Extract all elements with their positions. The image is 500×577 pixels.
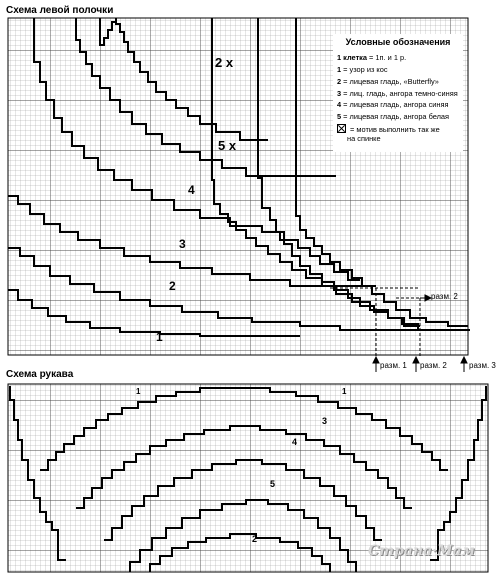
legend bbox=[333, 34, 463, 152]
cross-box-icon bbox=[337, 124, 346, 133]
legend-item: 1 = узор из кос bbox=[337, 65, 388, 74]
sleeve-label-5: 5 bbox=[270, 479, 276, 489]
legend-cell-row: 1 клетка = 1п. и 1 р. bbox=[337, 53, 407, 63]
label-3: 3 bbox=[179, 237, 186, 251]
watermark: Страна·Мам bbox=[368, 543, 475, 559]
sleeve-title: Схема рукава bbox=[6, 369, 74, 380]
label-5x: 5 x bbox=[218, 138, 237, 153]
size-label-3: разм. 3 bbox=[469, 361, 496, 370]
front-title: Схема левой полочки bbox=[6, 5, 114, 16]
sleeve-label-4: 4 bbox=[292, 437, 298, 447]
sleeve-label-1-right: 1 bbox=[342, 387, 347, 396]
sleeve-label-2: 2 bbox=[252, 534, 258, 544]
label-1: 1 bbox=[156, 330, 163, 344]
legend-item: 4 = лицевая гладь, ангора синяя bbox=[337, 100, 449, 110]
size-label-2-bottom: разм. 2 bbox=[420, 361, 447, 370]
sleeve-label-1-left: 1 bbox=[136, 387, 141, 396]
size-label-2-side: разм. 2 bbox=[431, 292, 458, 301]
size-label-1: разм. 1 bbox=[380, 361, 407, 370]
sleeve-label-3: 3 bbox=[322, 416, 328, 426]
legend-motif-row-2: на спинке bbox=[347, 134, 381, 143]
label-2: 2 bbox=[169, 279, 176, 293]
label-4: 4 bbox=[188, 183, 195, 197]
legend-title: Условные обозначения bbox=[345, 37, 451, 47]
legend-item: 3 = лиц. гладь, ангора темно-синяя bbox=[337, 88, 458, 98]
label-2x: 2 x bbox=[215, 55, 234, 70]
legend-item: 2 = лицевая гладь, «Butterfly» bbox=[337, 76, 439, 86]
legend-item: 5 = лицевая гладь, ангора белая bbox=[337, 112, 450, 121]
legend-motif-row: = мотив выполнить так же bbox=[337, 124, 463, 134]
